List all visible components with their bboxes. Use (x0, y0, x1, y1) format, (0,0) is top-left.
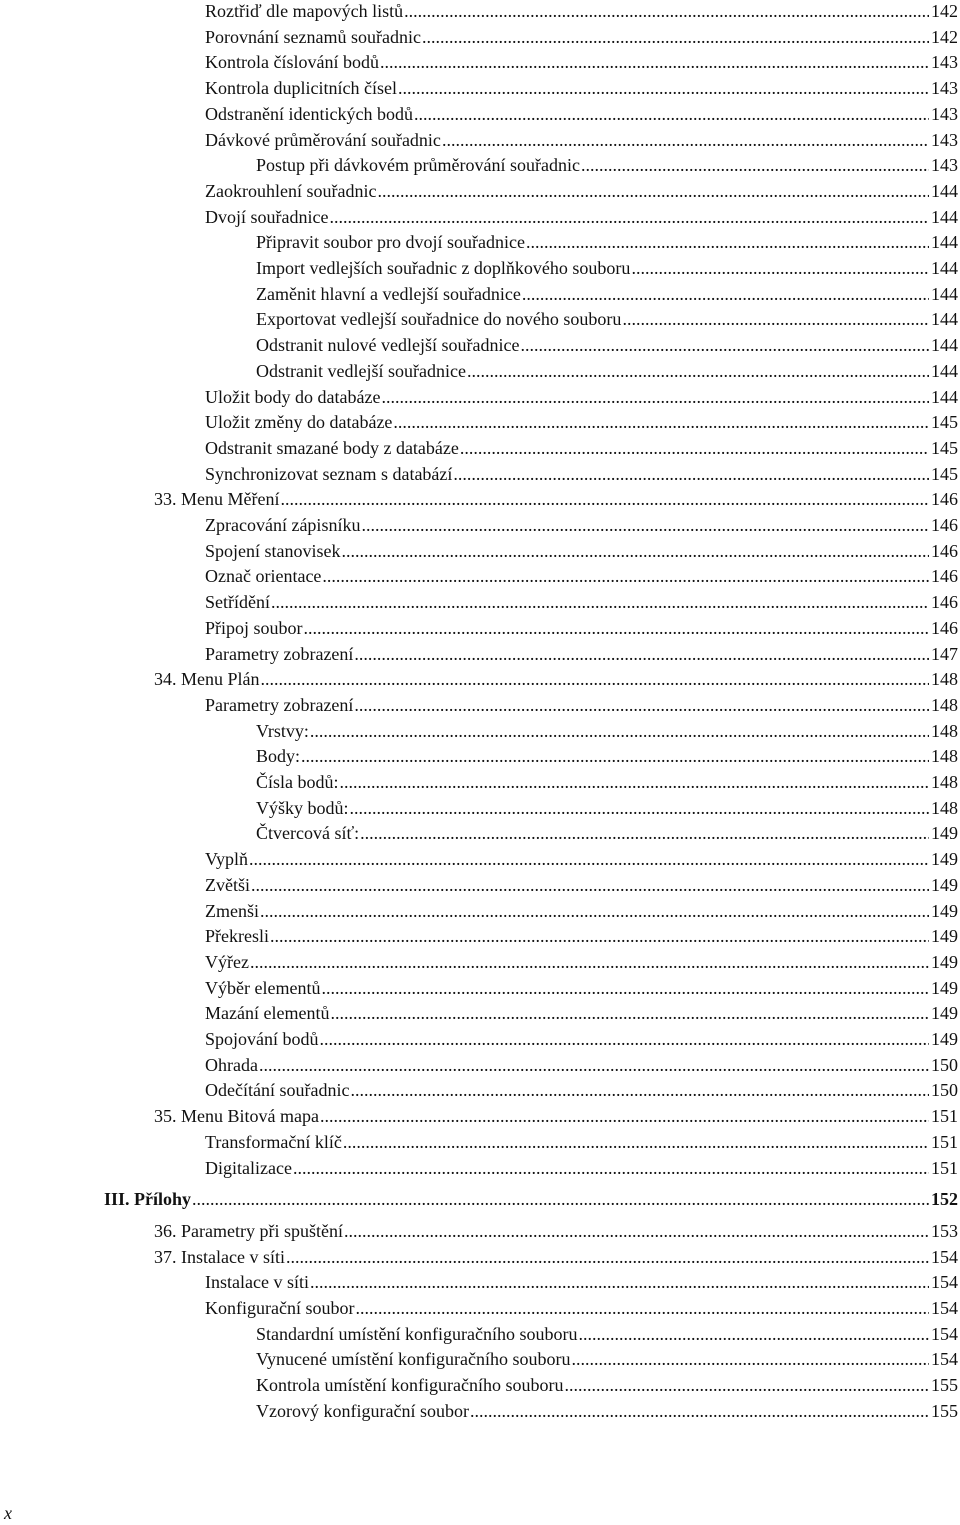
dot-leader (320, 1107, 929, 1125)
toc-entry[interactable] (205, 413, 958, 439)
toc-entry-page: 148 (931, 720, 958, 741)
toc-entry-title: Připoj soubor (205, 617, 303, 638)
toc-entry-page: 151 (931, 1106, 958, 1127)
toc-entry-title: Zmenši (205, 900, 259, 921)
dot-leader (414, 105, 929, 123)
toc-entry-title: Odstranit nulové vedlejší souřadnice (256, 335, 520, 356)
toc-entry-title: Porovnání seznamů souřadnic (205, 26, 421, 47)
toc-entry-page: 149 (931, 951, 958, 972)
toc-entry-title: Vrstvy: (256, 720, 309, 741)
toc-entry-page: 154 (931, 1246, 958, 1267)
toc-entry-title: Standardní umístění konfiguračního souboru (256, 1323, 578, 1344)
toc-entry-page: 143 (931, 129, 958, 150)
dot-leader (322, 567, 929, 585)
toc-entry[interactable] (205, 1159, 958, 1185)
toc-entry[interactable] (154, 490, 958, 516)
dot-leader (192, 1190, 929, 1208)
toc-entry-page: 153 (931, 1220, 958, 1241)
toc-entry-title: Postup při dávkovém průměrování souřadnic (256, 155, 580, 176)
toc-entry-page: 145 (931, 463, 958, 484)
dot-leader (622, 310, 929, 328)
dot-leader (304, 619, 929, 637)
dot-leader (344, 1222, 929, 1240)
toc-entry-page: 143 (931, 103, 958, 124)
toc-entry[interactable] (256, 1376, 958, 1402)
toc-entry-title: Zaměnit hlavní a vedlejší souřadnice (256, 283, 521, 304)
toc-entry[interactable] (205, 2, 958, 28)
toc-entry-title: Mazání elementů (205, 1003, 330, 1024)
toc-entry[interactable] (256, 799, 958, 825)
dot-leader (631, 259, 929, 277)
toc-entry-page: 154 (931, 1272, 958, 1293)
toc-entry-title: Výřez (205, 951, 249, 972)
toc-entry[interactable] (256, 1402, 958, 1428)
toc-entry-title: 37. Instalace v síti (154, 1246, 285, 1267)
toc-entry-title: Vyplň (205, 849, 249, 870)
dot-leader (354, 696, 929, 714)
toc-entry[interactable] (205, 208, 958, 234)
dot-leader (526, 233, 929, 251)
toc-entry-page: 144 (931, 335, 958, 356)
dot-leader (404, 2, 929, 20)
toc-entry[interactable] (205, 619, 958, 645)
toc-entry-title: Body: (256, 746, 301, 767)
toc-entry[interactable] (205, 79, 958, 105)
toc-entry-title: Odstranit vedlejší souřadnice (256, 360, 466, 381)
toc-entry-page: 144 (931, 283, 958, 304)
toc-entry[interactable] (154, 1248, 958, 1274)
dot-leader (522, 285, 929, 303)
toc-entry[interactable] (256, 824, 958, 850)
toc-entry-title: Čtvercová síť: (256, 823, 360, 844)
toc-entry-page: 143 (931, 78, 958, 99)
dot-leader (270, 927, 929, 945)
toc-entry[interactable] (205, 439, 958, 465)
toc-entry-page: 149 (931, 874, 958, 895)
toc-entry-page: 148 (931, 694, 958, 715)
toc-entry[interactable] (205, 567, 958, 593)
dot-leader (329, 208, 929, 226)
dot-leader (520, 336, 929, 354)
page-number: x (4, 1503, 12, 1523)
toc-entry-page: 144 (931, 232, 958, 253)
toc-entry-page: 149 (931, 1003, 958, 1024)
toc-entry[interactable] (205, 953, 958, 979)
toc-entry-title: 35. Menu Bitová mapa (154, 1106, 319, 1127)
dot-leader (259, 1056, 929, 1074)
dot-leader (250, 953, 929, 971)
toc-entry-page: 154 (931, 1323, 958, 1344)
toc-entry-title: Spojování bodů (205, 1029, 319, 1049)
toc-entry-title: Kontrola umístění konfiguračního souboru (256, 1375, 564, 1396)
toc-entry[interactable] (205, 1273, 958, 1299)
toc-entry-title: Ohrada (205, 1054, 258, 1075)
toc-entry-page: 147 (931, 643, 958, 664)
toc-entry[interactable] (205, 979, 958, 1005)
toc-entry[interactable] (256, 285, 958, 311)
toc-entry-title: Instalace v síti (205, 1272, 309, 1293)
toc-entry[interactable] (256, 722, 958, 748)
toc-entry[interactable] (205, 28, 958, 54)
toc-entry-page: 144 (931, 180, 958, 201)
toc-entry-title: Odstranění identických bodů (205, 103, 413, 124)
toc-entry[interactable] (205, 902, 958, 928)
dot-leader (350, 1081, 929, 1099)
toc-entry[interactable] (256, 156, 958, 182)
toc-entry[interactable] (205, 105, 958, 131)
toc-entry-title: Odečítání souřadnic (205, 1080, 350, 1101)
toc-entry-page: 149 (931, 823, 958, 844)
toc-entry-title: Exportovat vedlejší souřadnice do nového souboru (256, 309, 622, 330)
toc-entry-title: Digitalizace (205, 1157, 292, 1178)
toc-entry-page: 151 (931, 1157, 958, 1178)
dot-leader (564, 1376, 929, 1394)
toc-entry-title: 34. Menu Plán (154, 669, 260, 690)
toc-entry[interactable] (104, 1190, 958, 1216)
toc-entry-page: 155 (931, 1375, 958, 1396)
toc-entry-title: Dvojí souřadnice (205, 206, 329, 227)
toc-entry-page: 148 (931, 772, 958, 792)
toc-entry-title: Výběr elementů (205, 977, 321, 998)
dot-leader (377, 182, 929, 200)
toc-entry-page: 149 (931, 977, 958, 998)
toc-entry[interactable] (256, 259, 958, 285)
dot-leader (361, 516, 929, 534)
toc-entry[interactable] (205, 1030, 958, 1056)
toc-entry-title: Dávkové průměrování souřadnic (205, 129, 441, 150)
toc-entry-title: Vynucené umístění konfiguračního souboru (256, 1349, 571, 1370)
toc-entry[interactable] (154, 1107, 958, 1133)
toc-entry-title: Kontrola duplicitních čísel (205, 78, 397, 99)
toc-entry-title: Uložit změny do databáze (205, 412, 393, 433)
toc-entry-title: Odstranit smazané body z databáze (205, 437, 459, 458)
toc-entry[interactable] (205, 696, 958, 722)
toc-entry[interactable] (256, 773, 958, 799)
dot-leader (571, 1350, 929, 1368)
dot-leader (398, 79, 929, 97)
toc-entry[interactable] (205, 876, 958, 902)
toc-entry-page: 149 (931, 1029, 958, 1049)
toc-entry-page: 146 (931, 592, 958, 613)
dot-leader (260, 902, 929, 920)
toc-entry[interactable] (205, 465, 958, 491)
toc-entry-title: Zpracování zápisníku (205, 515, 361, 535)
toc-entry-title: Čísla bodů: (256, 772, 339, 792)
dot-leader (354, 645, 929, 663)
toc-entry-page: 143 (931, 155, 958, 176)
toc-entry[interactable] (256, 1325, 958, 1351)
dot-leader (330, 1004, 929, 1022)
dot-leader (453, 465, 929, 483)
toc-entry-page: 142 (931, 26, 958, 47)
dot-leader (442, 131, 929, 149)
toc-entry-page: 145 (931, 437, 958, 458)
toc-entry-title: Parametry zobrazení (205, 694, 354, 715)
toc-entry-page: 142 (931, 1, 958, 21)
dot-leader (422, 28, 929, 46)
toc-entry[interactable] (256, 233, 958, 259)
toc-entry[interactable] (256, 362, 958, 388)
toc-entry-title: Překresli (205, 926, 269, 947)
toc-entry-title: Transformační klíč (205, 1131, 342, 1152)
toc-entry[interactable] (256, 1350, 958, 1376)
toc-entry-title: Vzorový konfigurační soubor (256, 1400, 469, 1421)
toc-entry-page: 149 (931, 849, 958, 870)
toc-entry-page: 148 (931, 746, 958, 767)
dot-leader (321, 979, 929, 997)
dot-leader (271, 593, 929, 611)
dot-leader (286, 1248, 929, 1266)
toc-entry-title: Uložit body do databáze (205, 386, 381, 407)
toc-entry-page: 145 (931, 412, 958, 433)
toc-entry-page: 149 (931, 900, 958, 921)
toc-entry[interactable] (205, 1299, 958, 1325)
toc-entry-page: 148 (931, 797, 958, 818)
dot-leader (581, 156, 929, 174)
toc-entry-page: 144 (931, 360, 958, 381)
dot-leader (310, 1273, 929, 1291)
toc-entry-page: 154 (931, 1349, 958, 1370)
toc-entry-title: Konfigurační soubor (205, 1298, 355, 1318)
dot-leader (381, 388, 929, 406)
toc-entry[interactable] (205, 1133, 958, 1159)
toc-entry-title: Připravit soubor pro dvojí souřadnice (256, 232, 525, 253)
dot-leader (460, 439, 929, 457)
dot-leader (249, 850, 929, 868)
toc-entry[interactable] (154, 1222, 958, 1248)
toc-entry-title: III. Přílohy (104, 1189, 192, 1210)
toc-entry-page: 150 (931, 1080, 958, 1101)
dot-leader (360, 824, 929, 842)
toc-entry-page: 155 (931, 1400, 958, 1421)
toc-entry-title: Zaokrouhlení souřadnic (205, 180, 377, 201)
toc-entry-page: 144 (931, 386, 958, 407)
toc-entry[interactable] (205, 593, 958, 619)
toc-entry-page: 146 (931, 515, 958, 535)
dot-leader (320, 1030, 929, 1048)
toc-entry[interactable] (205, 542, 958, 568)
toc-entry-page: 148 (931, 669, 958, 690)
toc-entry-title: Spojení stanovisek (205, 540, 341, 561)
toc-entry[interactable] (205, 1081, 958, 1107)
toc-entry-page: 152 (931, 1189, 958, 1210)
toc-entry-page: 144 (931, 309, 958, 330)
toc-entry-page: 146 (931, 566, 958, 587)
toc-entry-page: 143 (931, 52, 958, 73)
dot-leader (470, 1402, 929, 1420)
toc-entry-page: 154 (931, 1298, 958, 1318)
toc-entry[interactable] (205, 388, 958, 414)
toc-entry[interactable] (205, 53, 958, 79)
toc-entry-title: Zvětši (205, 874, 250, 895)
toc-entry-page: 144 (931, 206, 958, 227)
toc-entry-page: 146 (931, 489, 958, 510)
toc-entry[interactable] (205, 645, 958, 671)
dot-leader (350, 799, 929, 817)
toc-entry-page: 144 (931, 258, 958, 278)
toc-entry[interactable] (154, 670, 958, 696)
toc-entry-title: Synchronizovat seznam s databází (205, 463, 453, 484)
toc-entry-title: Roztřiď dle mapových listů (205, 1, 404, 21)
toc-entry[interactable] (205, 1056, 958, 1082)
toc-entry-title: Výšky bodů: (256, 797, 349, 818)
toc-entry-title: Parametry zobrazení (205, 643, 354, 664)
toc-entry[interactable] (205, 516, 958, 542)
dot-leader (467, 362, 929, 380)
toc-entry-page: 149 (931, 926, 958, 947)
dot-leader (293, 1159, 929, 1177)
dot-leader (280, 490, 929, 508)
dot-leader (301, 747, 929, 765)
dot-leader (251, 876, 929, 894)
toc-entry[interactable] (205, 927, 958, 953)
dot-leader (343, 1133, 929, 1151)
toc-entry-page: 150 (931, 1054, 958, 1075)
toc-entry-title: 36. Parametry při spuštění (154, 1220, 343, 1241)
toc-entry-title: Import vedlejších souřadnic z doplňkového souboru (256, 258, 631, 278)
toc-entry-title: Setřídění (205, 592, 270, 613)
toc-entry[interactable] (256, 310, 958, 336)
toc-entry[interactable] (205, 1004, 958, 1030)
dot-leader (340, 773, 929, 791)
toc-entry[interactable] (256, 747, 958, 773)
toc-entry-title: Označ orientace (205, 566, 322, 587)
toc-entry[interactable] (205, 182, 958, 208)
toc-entry[interactable] (205, 131, 958, 157)
toc-entry[interactable] (205, 850, 958, 876)
toc-entry-page: 151 (931, 1131, 958, 1152)
dot-leader (310, 722, 929, 740)
dot-leader (355, 1299, 929, 1317)
dot-leader (578, 1325, 929, 1343)
dot-leader (342, 542, 930, 560)
toc-entry-title: Kontrola číslování bodů (205, 52, 379, 73)
toc-entry[interactable] (256, 336, 958, 362)
toc-entry-page: 146 (931, 617, 958, 638)
dot-leader (380, 53, 929, 71)
dot-leader (393, 413, 929, 431)
dot-leader (261, 670, 930, 688)
toc-entry-page: 146 (931, 540, 958, 561)
toc-entry-title: 33. Menu Měření (154, 489, 280, 510)
